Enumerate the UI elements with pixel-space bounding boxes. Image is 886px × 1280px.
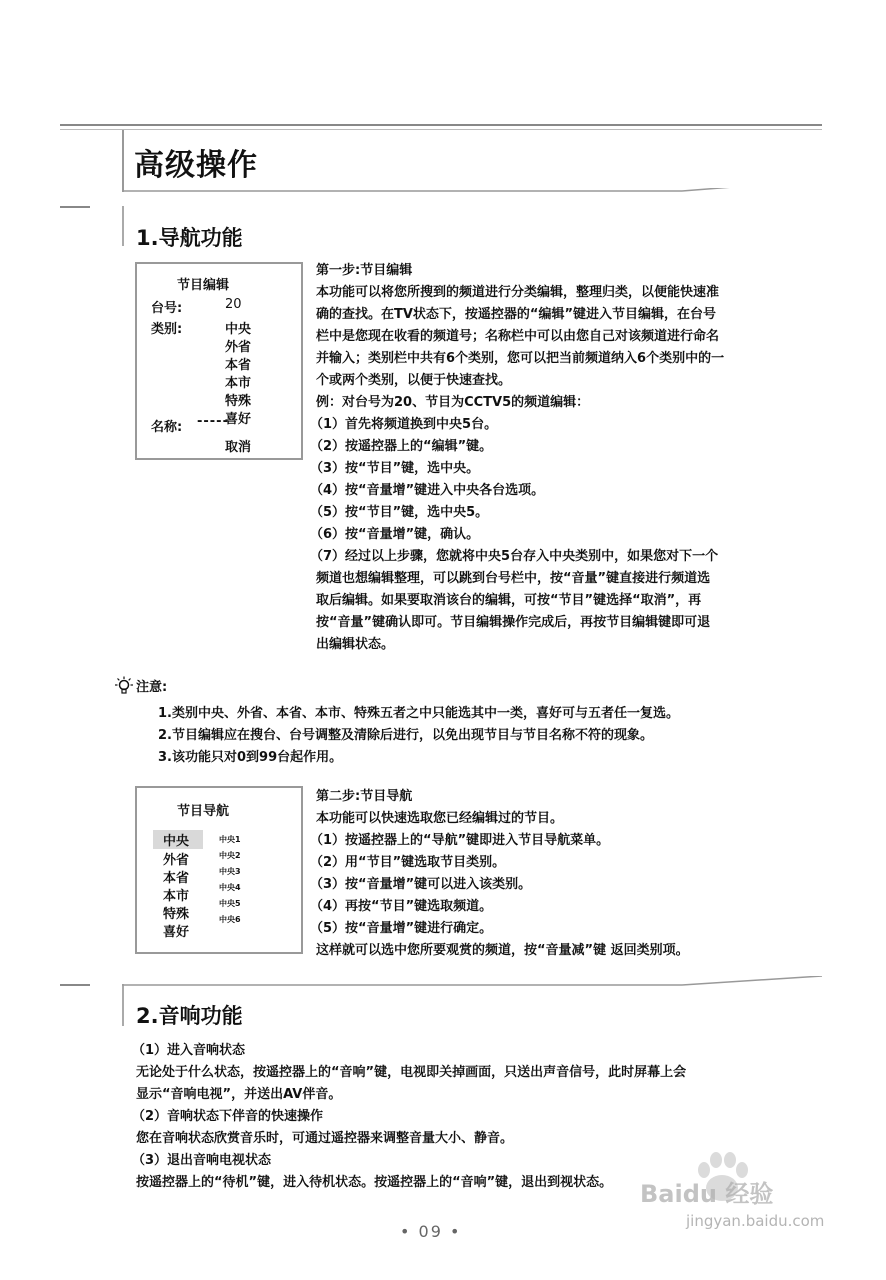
- category-item: 本市: [225, 376, 252, 391]
- step1-line: 并输入；类别栏中共有6个类别，您可以把当前频道纳入6个类别中的一: [316, 351, 725, 366]
- section1-title: 1.导航功能: [136, 226, 243, 250]
- watermark-brand: Baidu 经验: [640, 1180, 774, 1208]
- category-item: 中央: [225, 322, 252, 337]
- step1-line: 取后编辑。如果要取消该台的编辑，可按“节目”键选择“取消”，再: [316, 593, 702, 608]
- section2-line: 按遥控器上的“待机”键，进入待机状态。按遥控器上的“音响”键，退出到视状态。: [136, 1175, 613, 1190]
- name-label: 名称:: [151, 420, 183, 435]
- nav-channel: 中央1: [219, 835, 241, 844]
- section2-divider: [122, 984, 124, 1026]
- step2-line: （3）按“音量增”键可以进入该类别。: [310, 877, 532, 892]
- title-divider: [122, 130, 124, 192]
- top-rule: [60, 124, 822, 126]
- step1-line: （3）按“节目”键，选中央。: [310, 461, 480, 476]
- nav-category: 本市: [163, 889, 190, 904]
- top-rule-thin: [60, 129, 822, 130]
- nav-category: 特殊: [163, 907, 190, 922]
- step1-line: （2）按遥控器上的“编辑”键。: [310, 439, 493, 454]
- section2-line: （3）退出音响电视状态: [132, 1153, 272, 1168]
- nav-channel: 中央3: [219, 867, 241, 876]
- step1-line: 出编辑状态。: [316, 637, 395, 652]
- step1-body: [310, 282, 725, 656]
- step1-line: 栏中是您现在收看的频道号；名称栏中可以由您自己对该频道进行命名: [316, 329, 720, 344]
- name-value: -----: [197, 414, 229, 429]
- section2-marker: [60, 984, 90, 986]
- note-item: 1.类别中央、外省、本省、本市、特殊五者之中只能选其中一类，喜好可与五者任一复选。: [158, 706, 679, 721]
- step1-line: 按“音量”键确认即可。节目编辑操作完成后，再按节目编辑键即可退: [316, 615, 711, 630]
- section2-line: （1）进入音响状态: [132, 1043, 246, 1058]
- step2-line: （4）再按“节目”键选取频道。: [310, 899, 493, 914]
- section1-divider: [122, 206, 124, 246]
- step1-heading: 第一步:节目编辑: [316, 263, 413, 278]
- section1-marker: [60, 206, 90, 208]
- step1-line: （1）首先将频道换到中央5台。: [310, 417, 498, 432]
- program-nav-menu: [135, 786, 303, 954]
- section2-title: 2.音响功能: [136, 1004, 243, 1028]
- nav-channel: 中央6: [219, 915, 241, 924]
- page-title: 高级操作: [134, 148, 258, 183]
- category-item: 外省: [225, 340, 252, 355]
- step2-line: 这样就可以选中您所要观赏的频道，按“音量减”键 返回类别项。: [316, 943, 689, 958]
- cancel-option: 取消: [225, 440, 252, 455]
- title-underline: [122, 188, 826, 204]
- section2-line: 显示“音响电视”，并送出AV伴音。: [136, 1087, 342, 1102]
- section2-rule: [122, 976, 826, 990]
- nav-category: 喜好: [163, 925, 190, 940]
- program-edit-menu: [135, 262, 303, 460]
- nav-channel: 中央5: [219, 899, 241, 908]
- category-label: 类别:: [151, 322, 183, 337]
- step1-line: 频道也想编辑整理，可以跳到台号栏中，按“音量”键直接进行频道选: [316, 571, 711, 586]
- step1-line: 确的查找。在TV状态下，按遥控器的“编辑”键进入节目编辑，在台号: [316, 307, 717, 322]
- step2-line: （5）按“音量增”键进行确定。: [310, 921, 493, 936]
- nav-category-selected: 中央: [153, 830, 203, 849]
- page-number: • 09 •: [400, 1222, 462, 1241]
- nav-channel: 中央4: [219, 883, 241, 892]
- step1-line: （5）按“节目”键，选中央5。: [310, 505, 489, 520]
- menu-title: 节目导航: [177, 804, 230, 819]
- step2-line: （2）用“节目”键选取节目类别。: [310, 855, 506, 870]
- step2-line: （1）按遥控器上的“导航”键即进入节目导航菜单。: [310, 833, 610, 848]
- step1-line: （7）经过以上步骤，您就将中央5台存入中央类别中，如果您对下一个: [310, 549, 719, 564]
- nav-category: 本省: [163, 871, 190, 886]
- step1-line: 个或两个类别，以便于快速查找。: [316, 373, 512, 388]
- section2-line: 您在音响状态欣赏音乐时，可通过遥控器来调整音量大小、静音。: [136, 1131, 514, 1146]
- step2-line: 本功能可以快速选取您已经编辑过的节目。: [316, 811, 564, 826]
- channel-label: 台号:: [151, 301, 183, 316]
- step1-line: 例：对台号为20、节目为CCTV5的频道编辑：: [316, 395, 590, 410]
- section2-body: [132, 1040, 686, 1194]
- nav-channel: 中央2: [219, 851, 241, 860]
- step1-line: （6）按“音量增”键，确认。: [310, 527, 480, 542]
- step2-body: [310, 808, 689, 962]
- note-list: [158, 703, 679, 769]
- category-item: 特殊: [225, 394, 252, 409]
- note-label: 注意:: [136, 680, 168, 695]
- step1-line: 本功能可以将您所搜到的频道进行分类编辑，整理归类，以便能快速准: [316, 285, 720, 300]
- note-item: 2.节目编辑应在搜台、台号调整及清除后进行，以免出现节目与节目名称不符的现象。: [158, 728, 653, 743]
- lightbulb-icon: [114, 676, 134, 696]
- note-item: 3.该功能只对0到99台起作用。: [158, 750, 343, 765]
- watermark-url: jingyan.baidu.com: [686, 1212, 825, 1230]
- menu-title: 节目编辑: [177, 278, 230, 293]
- category-item: 本省: [225, 358, 252, 373]
- channel-value: 20: [225, 297, 242, 312]
- section2-line: （2）音响状态下伴音的快速操作: [132, 1109, 324, 1124]
- step1-line: （4）按“音量增”键进入中央各台选项。: [310, 483, 545, 498]
- nav-category: 外省: [163, 853, 190, 868]
- category-item: 喜好: [225, 412, 252, 427]
- section2-line: 无论处于什么状态，按遥控器上的“音响”键，电视即关掉画面，只送出声音信号，此时屏幕上会: [136, 1065, 687, 1080]
- step2-heading: 第二步:节目导航: [316, 789, 413, 804]
